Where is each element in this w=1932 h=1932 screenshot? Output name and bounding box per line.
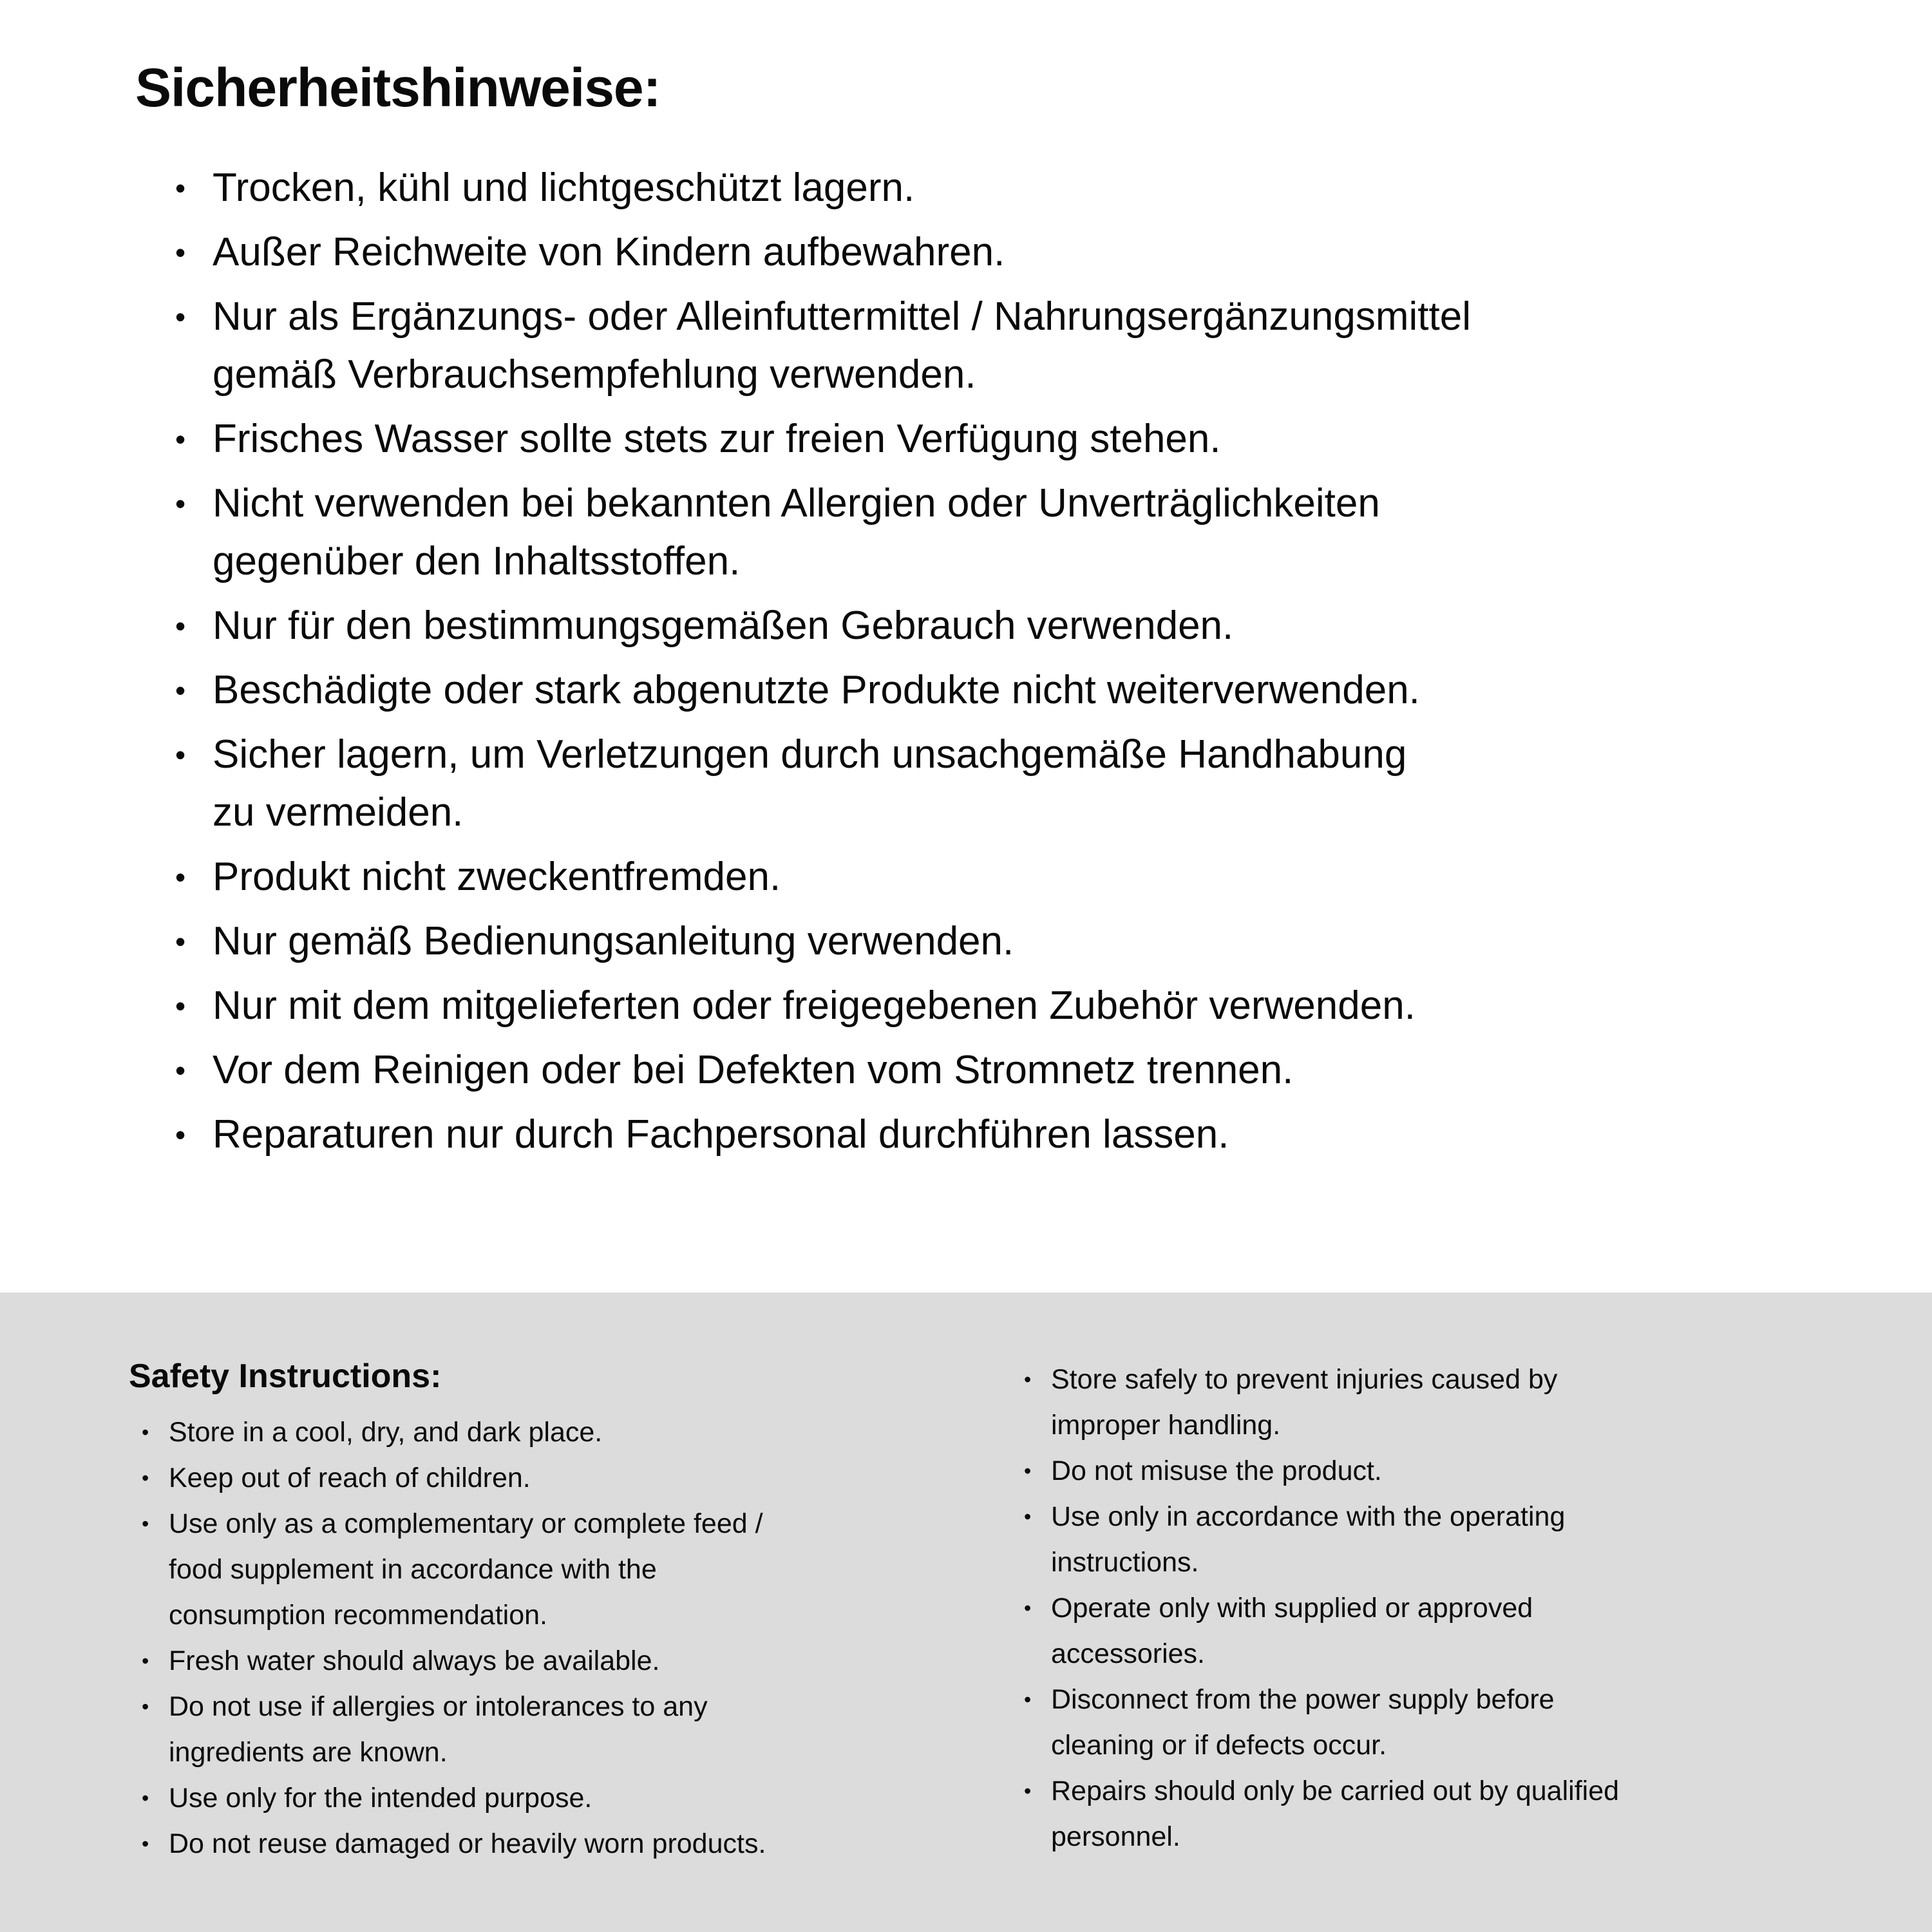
list-item-text: Use only for the intended purpose. — [169, 1783, 592, 1814]
german-safety-list — [135, 159, 1842, 1164]
list-item — [175, 913, 1842, 971]
bullet-dot-icon: • — [1024, 1779, 1032, 1803]
bullet-dot-icon: • — [175, 925, 186, 958]
bullet-dot-icon: • — [142, 1466, 149, 1490]
list-item — [1024, 1494, 1906, 1586]
bullet-dot-icon: • — [175, 989, 186, 1023]
list-item-text: Repairs should only be carried out by qualified personnel. — [1051, 1776, 1620, 1852]
list-item — [175, 410, 1842, 468]
list-item-text: Nur mit dem mitgelieferten oder freigegebenen Zubehör verwenden. — [213, 983, 1416, 1028]
bullet-dot-icon: • — [142, 1695, 149, 1718]
list-item-text: Disconnect from the power supply before cleaning or if defects occur. — [1051, 1684, 1555, 1761]
english-safety-list-left — [129, 1410, 985, 1867]
list-item — [1024, 1677, 1906, 1768]
bullet-dot-icon: • — [175, 609, 186, 643]
bullet-dot-icon: • — [175, 171, 186, 205]
list-item-text: Sicher lagern, um Verletzungen durch unsachgemäße Handhabung zu vermeiden. — [213, 732, 1407, 835]
german-section-title: Sicherheitshinweise: — [135, 57, 661, 118]
list-item-text: Beschädigte oder stark abgenutzte Produkte nicht weiterverwenden. — [213, 668, 1420, 712]
list-item — [175, 1106, 1842, 1164]
list-item-text: Produkt nicht zweckentfremden. — [213, 855, 781, 899]
bullet-dot-icon: • — [142, 1512, 149, 1535]
english-section-title: Safety Instructions: — [129, 1358, 442, 1395]
list-item — [1024, 1357, 1906, 1448]
list-item — [142, 1684, 985, 1776]
list-item — [175, 597, 1842, 655]
list-item — [175, 661, 1842, 719]
list-item — [142, 1455, 985, 1501]
bullet-dot-icon: • — [175, 738, 186, 772]
list-item — [175, 726, 1842, 842]
list-item-text: Operate only with supplied or approved accessories. — [1051, 1593, 1533, 1669]
bullet-dot-icon: • — [1024, 1368, 1032, 1391]
bullet-dot-icon: • — [175, 1118, 186, 1151]
bullet-dot-icon: • — [175, 674, 186, 707]
list-item-text: Außer Reichweite von Kindern aufbewahren. — [213, 230, 1005, 274]
bullet-dot-icon: • — [142, 1421, 149, 1444]
bullet-dot-icon: • — [142, 1649, 149, 1672]
list-item — [142, 1776, 985, 1821]
english-safety-list-right — [1024, 1357, 1906, 1860]
list-item-text: Do not misuse the product. — [1051, 1455, 1382, 1486]
list-item — [1024, 1768, 1906, 1860]
list-item — [175, 1041, 1842, 1099]
bullet-dot-icon: • — [175, 487, 186, 520]
list-item-text: Use only as a complementary or complete feed / food supplement in accordance with the consumption recommendation. — [169, 1508, 763, 1631]
list-item-text: Nur als Ergänzungs- oder Alleinfuttermittel / Nahrungsergänzungsmittel gemäß Verbrauchsempfehlung verwenden. — [213, 294, 1471, 397]
list-item — [175, 977, 1842, 1035]
bullet-dot-icon: • — [142, 1832, 149, 1855]
english-safety-section — [0, 1293, 1932, 1932]
bullet-dot-icon: • — [1024, 1459, 1032, 1482]
list-item-text: Vor dem Reinigen oder bei Defekten vom Stromnetz trennen. — [213, 1048, 1294, 1092]
list-item-text: Reparaturen nur durch Fachpersonal durchführen lassen. — [213, 1112, 1229, 1157]
bullet-dot-icon: • — [175, 1054, 186, 1087]
list-item — [175, 475, 1842, 591]
list-item-text: Trocken, kühl und lichtgeschützt lagern. — [213, 166, 915, 210]
list-item — [1024, 1586, 1906, 1677]
bullet-dot-icon: • — [175, 422, 186, 456]
list-item-text: Frisches Wasser sollte stets zur freien Verfügung stehen. — [213, 417, 1221, 461]
list-item-text: Do not use if allergies or intolerances to any ingredients are known. — [169, 1691, 708, 1768]
list-item-text: Nicht verwenden bei bekannten Allergien oder Unverträglichkeiten gegenüber den Inhaltsstoffen. — [213, 481, 1380, 583]
list-item — [175, 159, 1842, 217]
list-item-text: Do not reuse damaged or heavily worn products. — [169, 1828, 766, 1859]
bullet-dot-icon: • — [175, 860, 186, 894]
list-item-text: Keep out of reach of children. — [169, 1463, 531, 1493]
list-item — [142, 1410, 985, 1455]
list-item-text: Store in a cool, dry, and dark place. — [169, 1417, 603, 1448]
list-item — [142, 1821, 985, 1867]
list-item-text: Nur gemäß Bedienungsanleitung verwenden. — [213, 919, 1014, 963]
list-item — [1024, 1448, 1906, 1494]
list-item — [175, 848, 1842, 906]
list-item-text: Use only in accordance with the operating instructions. — [1051, 1501, 1566, 1578]
list-item-text: Store safely to prevent injuries caused by improper handling. — [1051, 1364, 1558, 1441]
bullet-dot-icon: • — [1024, 1688, 1032, 1711]
english-right-column — [1024, 1357, 1906, 1860]
list-item — [175, 288, 1842, 404]
list-item — [175, 223, 1842, 281]
list-item — [142, 1638, 985, 1684]
list-item — [142, 1501, 985, 1638]
list-item-text: Fresh water should always be available. — [169, 1645, 660, 1676]
bullet-dot-icon: • — [175, 236, 186, 269]
english-left-column — [129, 1357, 985, 1867]
bullet-dot-icon: • — [175, 300, 186, 334]
bullet-dot-icon: • — [1024, 1505, 1032, 1528]
bullet-dot-icon: • — [142, 1786, 149, 1810]
bullet-dot-icon: • — [1024, 1596, 1032, 1620]
list-item-text: Nur für den bestimmungsgemäßen Gebrauch verwenden. — [213, 603, 1234, 648]
